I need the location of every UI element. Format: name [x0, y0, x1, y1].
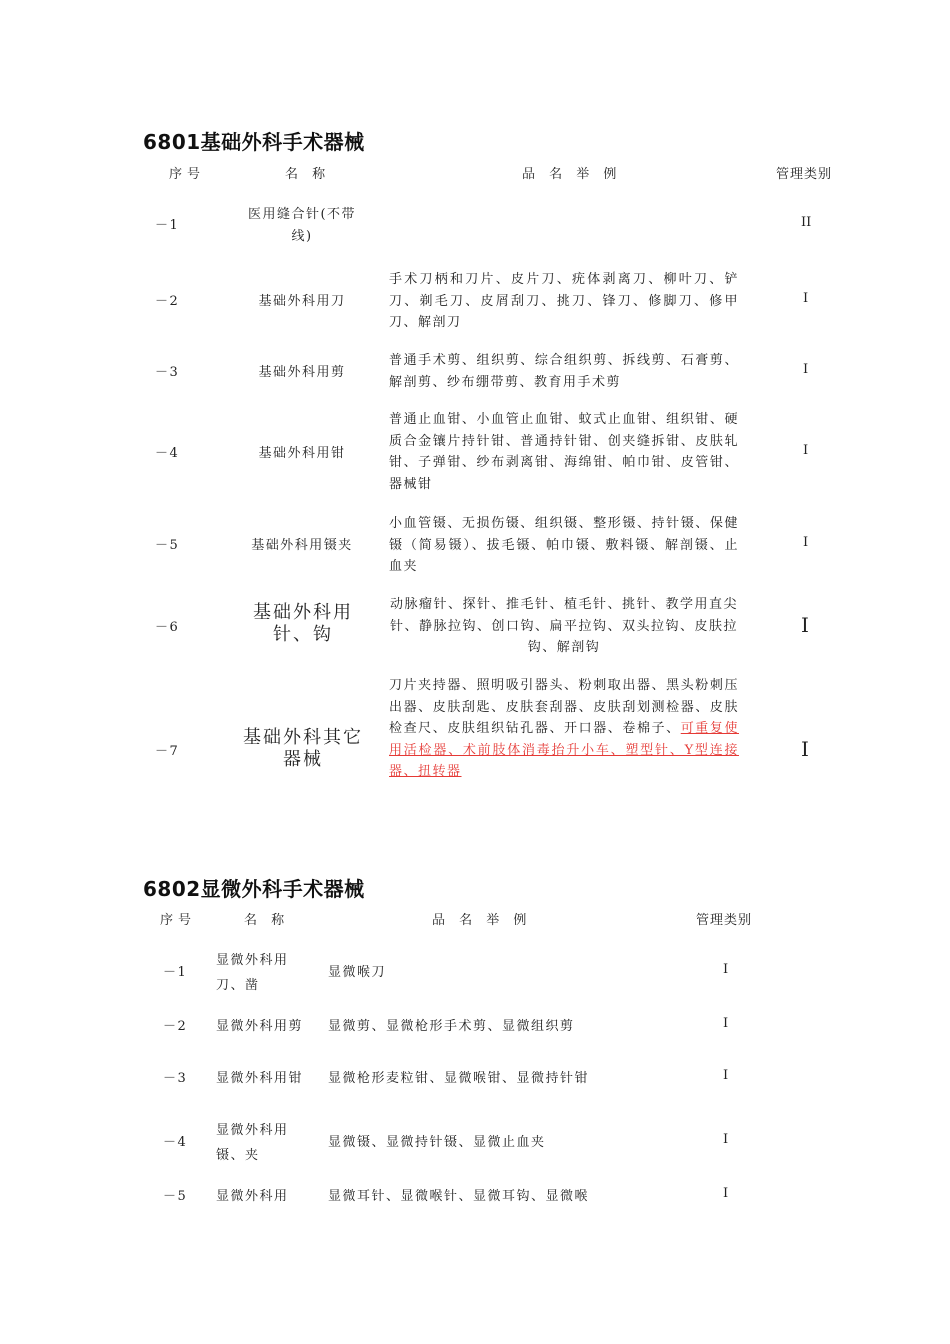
row-no: －1: [155, 218, 180, 233]
row-name: 基础外科用针、钩: [253, 602, 353, 645]
row-no: －4: [155, 446, 180, 461]
header-no: 序号: [169, 167, 206, 182]
row-examples: 显微喉刀: [328, 965, 387, 980]
row-no: －3: [155, 365, 180, 380]
header-examples: 品 名 举 例: [522, 167, 622, 182]
row-name: 基础外科用镊夹: [251, 538, 353, 553]
row-examples-original: 刀片夹持器、照明吸引器头、粉刺取出器、黑头粉刺压出器、皮肤刮匙、皮肤套刮器、皮肤刮划测检器、皮肤检查尺、皮肤组织钻孔器、开口器、卷棉子、: [389, 678, 739, 736]
row-examples: 动脉瘤针、探针、推毛针、植毛针、挑针、教学用直尖针、静脉拉钩、创口钩、扁平拉钩、双头拉钩、皮肤拉钩、解剖钩: [389, 597, 738, 655]
row-examples: 小血管镊、无损伤镊、组织镊、整形镊、持针镊、保健镊（简易镊）、拔毛镊、帕巾镊、敷料镊、解剖镊、止血夹: [389, 516, 739, 574]
row-examples: 显微耳针、显微喉针、显微耳钩、显微喉: [328, 1189, 590, 1204]
row-class: I: [801, 737, 809, 761]
row-class: I: [803, 291, 809, 306]
header-name: 名 称: [244, 913, 290, 928]
section-title-6801: 6801基础外科手术器械: [143, 130, 365, 154]
row-class: I: [723, 1186, 729, 1201]
row-name: 显微外科用剪: [216, 1019, 304, 1034]
row-name: 显微外科用: [216, 1189, 289, 1204]
row-examples: 显微镊、显微持针镊、显微止血夹: [328, 1135, 546, 1150]
header-examples: 品 名 举 例: [432, 913, 532, 928]
row-no: －7: [155, 744, 180, 759]
row-no: －3: [163, 1071, 188, 1086]
row-examples: 手术刀柄和刀片、皮片刀、疣体剥离刀、柳叶刀、铲刀、剃毛刀、皮屑刮刀、挑刀、锋刀、修脚刀、修甲刀、解剖刀: [389, 272, 739, 330]
row-no: －5: [155, 538, 180, 553]
row-no: －2: [163, 1019, 188, 1034]
header-name: 名 称: [285, 167, 331, 182]
row-class: I: [723, 1016, 729, 1031]
row-class: I: [803, 362, 809, 377]
section-title-6802: 6802显微外科手术器械: [143, 877, 365, 901]
row-name: 显微外科用刀、凿: [216, 953, 289, 993]
header-class: 管理类别: [696, 913, 753, 928]
row-class: I: [803, 443, 809, 458]
row-name: 基础外科用钳: [258, 446, 346, 461]
row-examples: [389, 675, 739, 783]
row-class: I: [723, 962, 729, 977]
row-name: 基础外科用刀: [258, 294, 346, 309]
row-examples: 普通止血钳、小血管止血钳、蚊式止血钳、组织钳、硬质合金镶片持针钳、普通持针钳、创夹缝拆钳、皮肤轧钳、子弹钳、纱布剥离钳、海绵钳、帕巾钳、皮管钳、器械钳: [389, 412, 739, 492]
row-no: －2: [155, 294, 180, 309]
row-name: 显微外科用钳: [216, 1071, 304, 1086]
row-examples-added-text: 可重复使用活检器、术前肢体消毒抬升小车、塑型针、Y型连接器、扭转器: [389, 721, 739, 779]
row-class: I: [723, 1068, 729, 1083]
row-class: I: [803, 535, 809, 550]
row-no: －1: [163, 965, 188, 980]
row-class: I: [723, 1132, 729, 1147]
row-no: －4: [163, 1135, 188, 1150]
header-no: 序号: [160, 913, 197, 928]
header-class: 管理类别: [776, 167, 833, 182]
row-examples: 普通手术剪、组织剪、综合组织剪、拆线剪、石膏剪、解剖剪、纱布绷带剪、教育用手术剪: [389, 353, 739, 390]
row-no: －5: [163, 1189, 188, 1204]
row-name: 显微外科用镊、夹: [216, 1123, 289, 1163]
row-no: －6: [155, 620, 180, 635]
row-examples: 显微剪、显微枪形手术剪、显微组织剪: [328, 1019, 575, 1034]
row-examples: 显微枪形麦粒钳、显微喉钳、显微持针钳: [328, 1071, 590, 1086]
row-class: II: [801, 215, 812, 230]
row-name: 医用缝合针(不带线): [247, 207, 357, 244]
row-name: 基础外科其它器械: [243, 727, 363, 770]
row-class: I: [801, 613, 809, 637]
row-name: 基础外科用剪: [258, 365, 346, 380]
